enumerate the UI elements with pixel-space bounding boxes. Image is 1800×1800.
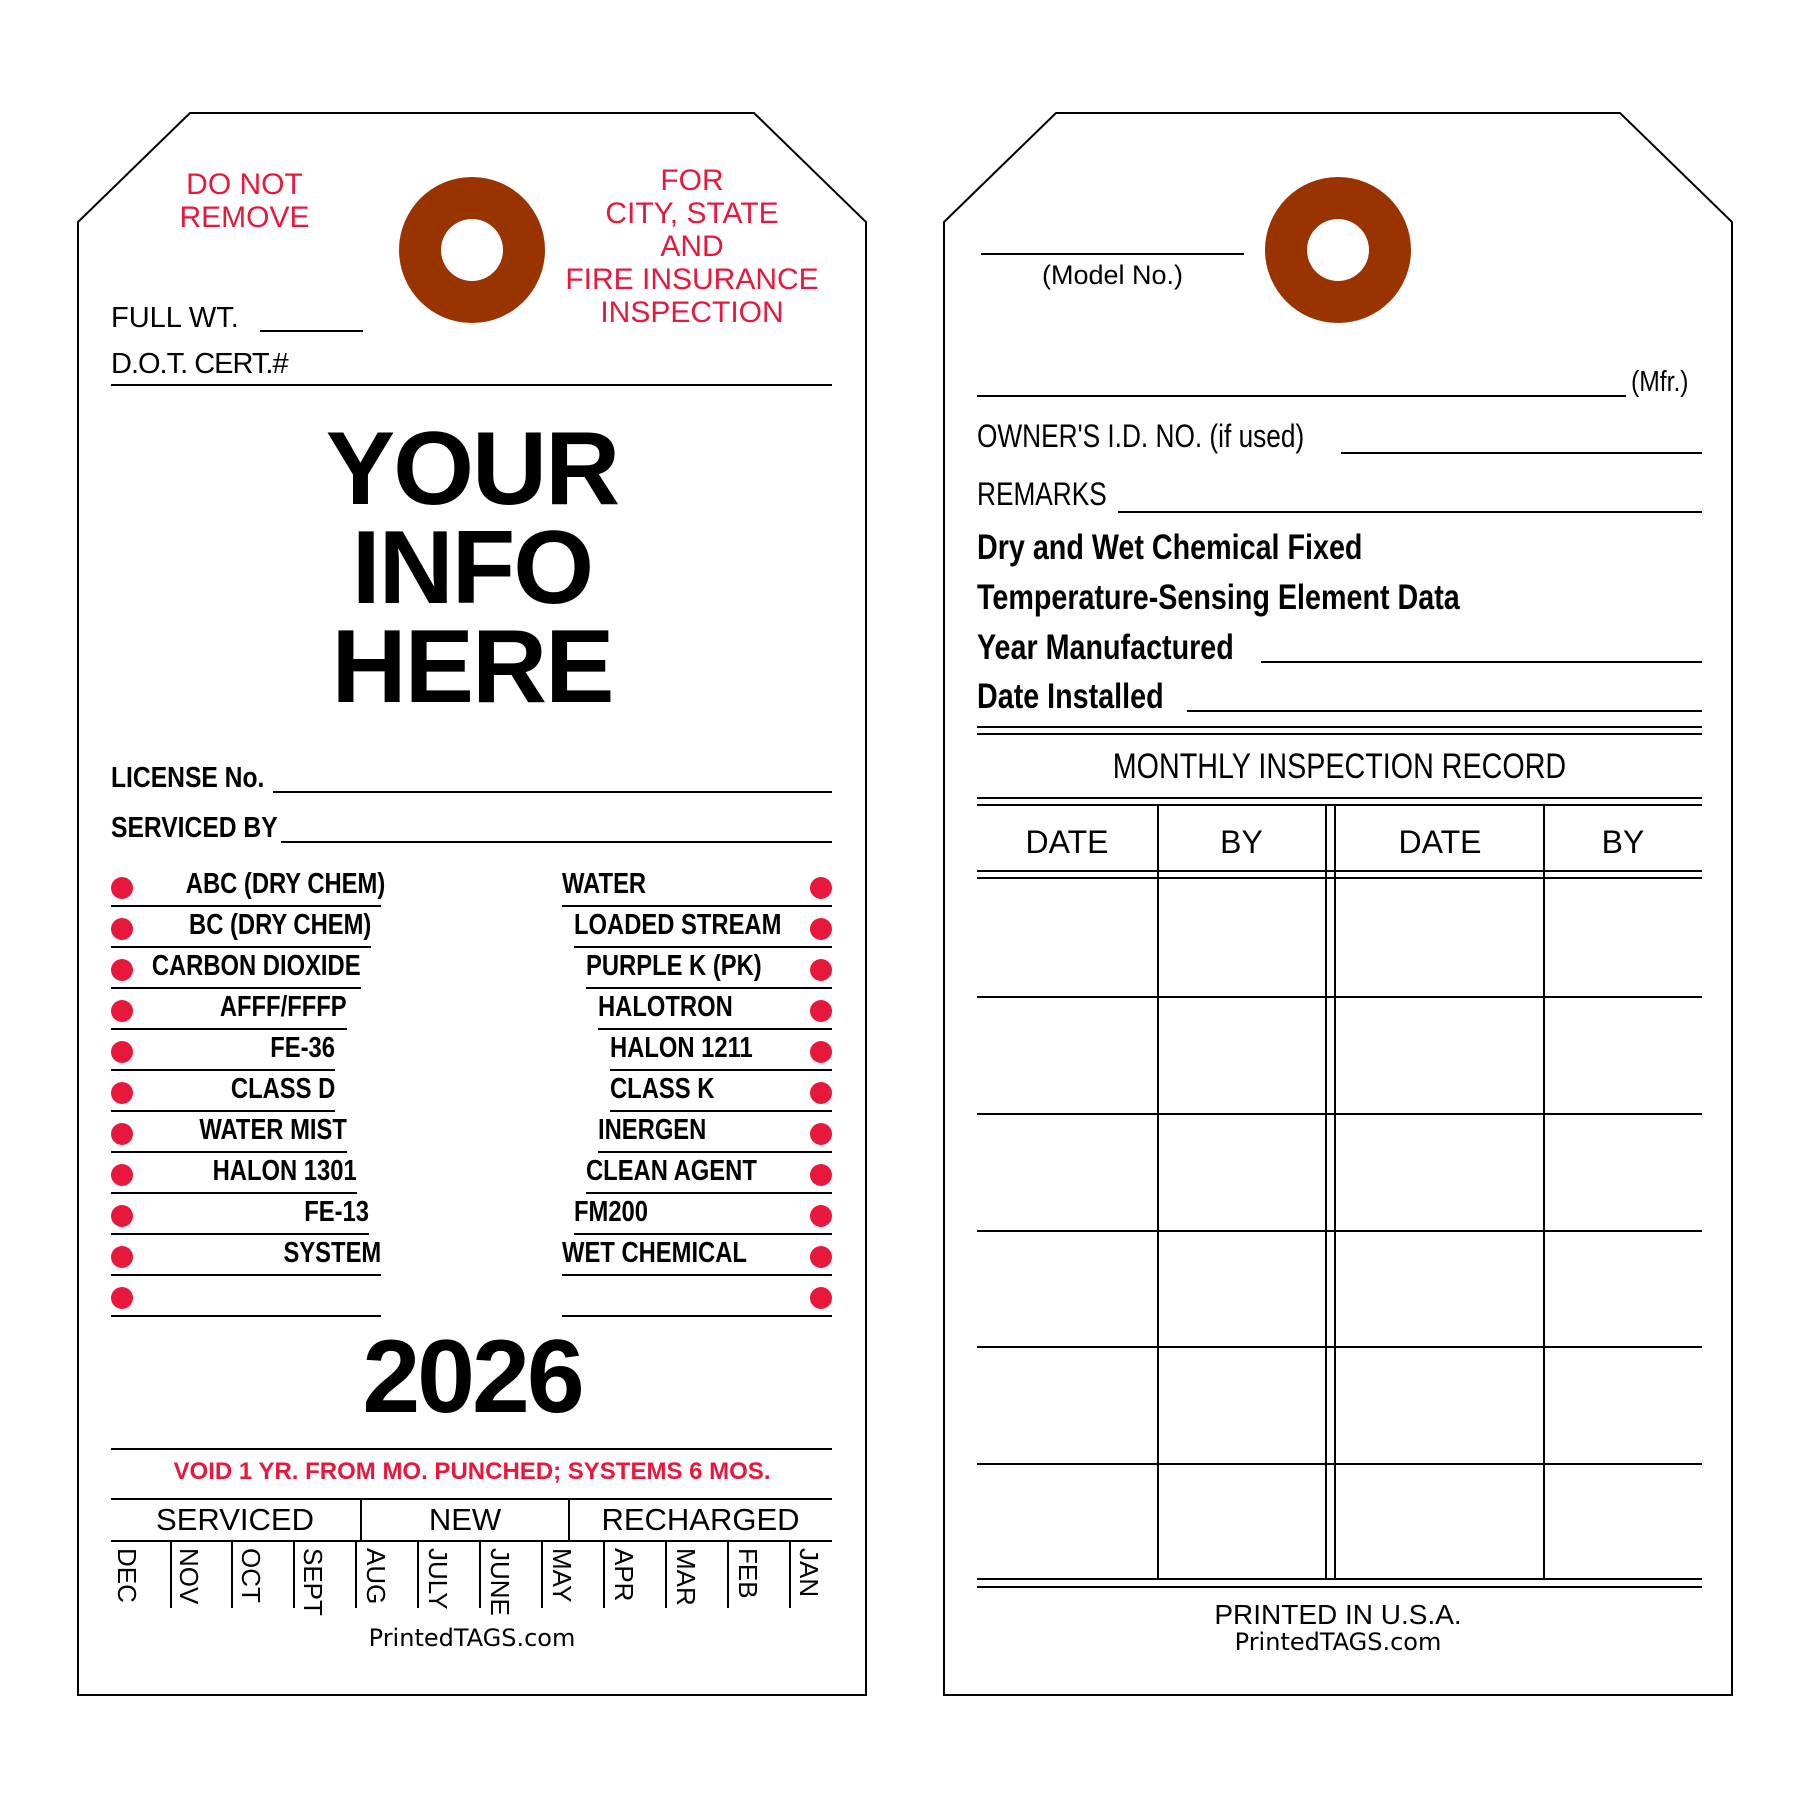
headline-line-2: INFO bbox=[351, 510, 593, 626]
license-label: LICENSE No. bbox=[111, 762, 265, 794]
header-bottom-rule-2 bbox=[977, 877, 1702, 879]
punch-dot[interactable] bbox=[810, 1164, 832, 1186]
agent-label: AFFF/FFFP bbox=[220, 991, 347, 1023]
item-underline bbox=[586, 987, 832, 989]
agent-label: CLASS K bbox=[610, 1073, 715, 1105]
date-installed-label: Date Installed bbox=[977, 677, 1164, 716]
agent-label: SYSTEM bbox=[283, 1237, 381, 1269]
agent-item-clean-agent[interactable] bbox=[586, 1155, 832, 1195]
dot-cert-field[interactable] bbox=[111, 384, 832, 386]
col-header-date-2: DATE bbox=[1398, 824, 1482, 860]
mfr-field[interactable] bbox=[977, 395, 1626, 397]
year-label: 2026 bbox=[362, 1319, 582, 1435]
license-field[interactable] bbox=[273, 791, 832, 793]
remarks-field[interactable] bbox=[1118, 511, 1702, 513]
punch-dot[interactable] bbox=[111, 1287, 133, 1309]
owner-id-label: OWNER'S I.D. NO. (if used) bbox=[977, 418, 1305, 454]
agent-label: FE-13 bbox=[304, 1196, 369, 1228]
agent-label: CARBON DIOXIDE bbox=[152, 950, 361, 982]
punch-dot[interactable] bbox=[111, 918, 133, 940]
inspection-line-2: CITY, STATE bbox=[605, 197, 779, 230]
item-underline bbox=[598, 1151, 832, 1153]
inspection-line-5: INSPECTION bbox=[600, 296, 784, 329]
table-row[interactable] bbox=[977, 1230, 1702, 1232]
table-row[interactable] bbox=[977, 1113, 1702, 1115]
month-divider bbox=[293, 1540, 295, 1608]
punch-dot[interactable] bbox=[810, 1041, 832, 1063]
table-row[interactable] bbox=[977, 1346, 1702, 1348]
agent-label: HALON 1211 bbox=[610, 1032, 753, 1064]
table-bottom-rule bbox=[977, 1578, 1702, 1580]
model-no-field[interactable] bbox=[981, 253, 1244, 255]
remarks-label: REMARKS bbox=[977, 476, 1107, 512]
month-divider bbox=[231, 1540, 233, 1608]
item-underline bbox=[562, 1274, 832, 1276]
month-july[interactable]: JULY bbox=[423, 1548, 453, 1610]
agent-label: CLEAN AGENT bbox=[586, 1155, 757, 1187]
month-divider bbox=[603, 1540, 605, 1608]
status-recharged: RECHARGED bbox=[601, 1502, 800, 1537]
punch-dot[interactable] bbox=[111, 1041, 133, 1063]
front-website: PrintedTAGS.com bbox=[368, 1624, 576, 1652]
item-underline bbox=[111, 1274, 381, 1276]
item-underline bbox=[111, 946, 371, 948]
punch-dot[interactable] bbox=[810, 959, 832, 981]
month-divider bbox=[541, 1540, 543, 1608]
back-grommet-icon bbox=[1265, 177, 1411, 323]
item-underline bbox=[111, 1233, 369, 1235]
month-divider bbox=[665, 1540, 667, 1608]
agent-label: FM200 bbox=[574, 1196, 649, 1228]
agent-item-class-d[interactable] bbox=[111, 1073, 335, 1113]
year-manufactured-field[interactable] bbox=[1261, 661, 1702, 663]
inspection-line-1: FOR bbox=[660, 164, 724, 197]
inspection-notice-text bbox=[557, 164, 827, 329]
agent-item-afff[interactable] bbox=[111, 991, 347, 1031]
status-top-rule bbox=[111, 1498, 832, 1500]
item-underline bbox=[111, 987, 361, 989]
punch-dot[interactable] bbox=[810, 1246, 832, 1268]
punch-dot[interactable] bbox=[810, 918, 832, 940]
table-row[interactable] bbox=[977, 996, 1702, 998]
punch-dot[interactable] bbox=[111, 1123, 133, 1145]
status-serviced: SERVICED bbox=[156, 1502, 314, 1537]
month-dec[interactable]: DEC bbox=[112, 1548, 142, 1603]
agent-label: WATER MIST bbox=[199, 1114, 347, 1146]
agent-item-bc[interactable] bbox=[111, 909, 371, 949]
item-underline bbox=[562, 1315, 832, 1317]
agent-label: LOADED STREAM bbox=[574, 909, 782, 941]
agent-item-halon-1301[interactable] bbox=[111, 1155, 357, 1195]
punch-dot[interactable] bbox=[111, 1164, 133, 1186]
agent-label: INERGEN bbox=[598, 1114, 707, 1146]
void-top-rule bbox=[111, 1448, 832, 1450]
item-underline bbox=[111, 1151, 347, 1153]
agent-item-blank-left[interactable] bbox=[111, 1278, 381, 1318]
agent-item-fm200[interactable] bbox=[574, 1196, 832, 1236]
record-top-rule-2 bbox=[977, 733, 1702, 735]
month-jan[interactable]: JAN bbox=[794, 1548, 824, 1598]
date-installed-field[interactable] bbox=[1187, 710, 1702, 712]
record-top-rule bbox=[977, 726, 1702, 728]
full-wt-field[interactable] bbox=[260, 330, 363, 332]
agent-item-halon-1211[interactable] bbox=[610, 1032, 832, 1072]
month-divider bbox=[355, 1540, 357, 1608]
record-title-wrap bbox=[977, 747, 1702, 787]
agent-label: FE-36 bbox=[270, 1032, 335, 1064]
agent-item-halotron[interactable] bbox=[598, 991, 832, 1031]
headline-line-3: HERE bbox=[331, 609, 613, 725]
void-notice: VOID 1 YR. FROM MO. PUNCHED; SYSTEMS 6 MOS. bbox=[173, 1458, 771, 1485]
serviced-by-field[interactable] bbox=[281, 841, 832, 843]
month-mar[interactable]: MAR bbox=[671, 1548, 701, 1606]
punch-dot[interactable] bbox=[111, 1246, 133, 1268]
col-header-by-1: BY bbox=[1220, 824, 1263, 860]
month-aug[interactable]: AUG bbox=[361, 1548, 391, 1605]
item-underline bbox=[574, 1233, 832, 1235]
month-apr[interactable]: APR bbox=[609, 1548, 639, 1602]
do-not-remove-text bbox=[157, 168, 332, 234]
agent-item-water[interactable] bbox=[562, 868, 832, 908]
punch-dot[interactable] bbox=[810, 1205, 832, 1227]
punch-dot[interactable] bbox=[111, 877, 133, 899]
item-underline bbox=[598, 1028, 832, 1030]
punch-dot[interactable] bbox=[111, 1000, 133, 1022]
punch-dot[interactable] bbox=[810, 1082, 832, 1104]
month-nov[interactable]: NOV bbox=[174, 1548, 204, 1605]
do-not-remove-line-1: DO NOT bbox=[186, 168, 303, 201]
punch-dot[interactable] bbox=[810, 1123, 832, 1145]
agent-item-system[interactable] bbox=[111, 1237, 381, 1277]
front-grommet-icon bbox=[399, 177, 545, 323]
back-tag bbox=[943, 112, 1733, 1696]
inspection-line-4: FIRE INSURANCE bbox=[565, 263, 819, 296]
agent-label: WET CHEMICAL bbox=[562, 1237, 747, 1269]
item-underline bbox=[111, 1110, 335, 1112]
month-feb[interactable]: FEB bbox=[733, 1548, 763, 1599]
table-row[interactable] bbox=[977, 1463, 1702, 1465]
back-website: PrintedTAGS.com bbox=[1234, 1628, 1442, 1656]
agent-item-purple-k[interactable] bbox=[586, 950, 832, 990]
month-divider bbox=[479, 1540, 481, 1608]
mfr-label: (Mfr.) bbox=[1631, 366, 1689, 398]
punch-dot[interactable] bbox=[111, 959, 133, 981]
agent-item-fe13[interactable] bbox=[111, 1196, 369, 1236]
section-title-line-1: Dry and Wet Chemical Fixed bbox=[977, 528, 1363, 567]
agent-item-inergen[interactable] bbox=[598, 1114, 832, 1154]
agent-label: BC (DRY CHEM) bbox=[188, 909, 371, 941]
dot-cert-label: D.O.T. CERT.# bbox=[111, 348, 288, 380]
col-header-date-1: DATE bbox=[1025, 824, 1109, 860]
item-underline bbox=[111, 1315, 381, 1317]
back-tag-outline bbox=[943, 112, 1733, 1696]
item-underline bbox=[111, 1069, 335, 1071]
headline-block bbox=[77, 411, 867, 725]
record-title: MONTHLY INSPECTION RECORD bbox=[1112, 747, 1567, 786]
table-top-rule-2 bbox=[977, 804, 1702, 806]
month-may[interactable]: MAY bbox=[547, 1548, 577, 1603]
month-divider bbox=[417, 1540, 419, 1608]
col-header-by-2: BY bbox=[1601, 824, 1645, 860]
agent-label: ABC (DRY CHEM) bbox=[185, 868, 385, 900]
year-manufactured-label: Year Manufactured bbox=[977, 628, 1234, 667]
agent-item-blank-right[interactable] bbox=[562, 1278, 832, 1318]
item-underline bbox=[111, 905, 381, 907]
agent-item-loaded-stream[interactable] bbox=[574, 909, 832, 949]
agent-item-abc[interactable] bbox=[111, 868, 385, 908]
item-underline bbox=[586, 1192, 832, 1194]
item-underline bbox=[111, 1192, 357, 1194]
model-no-label: (Model No.) bbox=[1041, 260, 1184, 290]
full-wt-label: FULL WT. bbox=[111, 302, 239, 334]
table-bottom-rule-2 bbox=[977, 1586, 1702, 1588]
grommet-hole bbox=[1307, 219, 1369, 281]
inspection-line-3: AND bbox=[660, 230, 724, 263]
agent-item-co2[interactable] bbox=[111, 950, 361, 990]
agent-label: HALOTRON bbox=[598, 991, 733, 1023]
header-bottom-rule bbox=[977, 870, 1702, 872]
item-underline bbox=[610, 1069, 832, 1071]
punch-dot[interactable] bbox=[111, 1205, 133, 1227]
agent-item-fe36[interactable] bbox=[111, 1032, 335, 1072]
owner-id-field[interactable] bbox=[1341, 452, 1702, 454]
printed-in-usa: PRINTED IN U.S.A. bbox=[1214, 1599, 1462, 1630]
punch-dot[interactable] bbox=[111, 1082, 133, 1104]
punch-dot[interactable] bbox=[810, 1000, 832, 1022]
month-divider bbox=[727, 1540, 729, 1608]
headline-line-1: YOUR bbox=[325, 411, 619, 527]
item-underline bbox=[574, 946, 832, 948]
do-not-remove-line-2: REMOVE bbox=[179, 201, 310, 234]
item-underline bbox=[610, 1110, 832, 1112]
agent-label: HALON 1301 bbox=[212, 1155, 357, 1187]
months-top-rule bbox=[111, 1540, 832, 1542]
front-tag bbox=[77, 112, 867, 1696]
month-oct[interactable]: OCT bbox=[236, 1548, 266, 1603]
item-underline bbox=[111, 1028, 347, 1030]
month-june[interactable]: JUNE bbox=[485, 1548, 515, 1616]
section-title-line-2: Temperature-Sensing Element Data bbox=[977, 578, 1460, 617]
status-new: NEW bbox=[428, 1502, 502, 1537]
serviced-by-label: SERVICED BY bbox=[111, 812, 278, 844]
table-top-rule bbox=[977, 797, 1702, 799]
agent-label: WATER bbox=[562, 868, 647, 900]
punch-dot[interactable] bbox=[810, 877, 832, 899]
item-underline bbox=[562, 905, 832, 907]
grommet-hole bbox=[441, 219, 503, 281]
agent-item-water-mist[interactable] bbox=[111, 1114, 347, 1154]
agent-item-wet-chemical[interactable] bbox=[562, 1237, 832, 1277]
punch-dot[interactable] bbox=[810, 1287, 832, 1309]
month-divider bbox=[789, 1540, 791, 1608]
agent-label: CLASS D bbox=[230, 1073, 335, 1105]
month-divider bbox=[170, 1540, 172, 1608]
agent-item-class-k[interactable] bbox=[610, 1073, 832, 1113]
agent-label: PURPLE K (PK) bbox=[586, 950, 762, 982]
month-sept[interactable]: SEPT bbox=[298, 1548, 328, 1616]
